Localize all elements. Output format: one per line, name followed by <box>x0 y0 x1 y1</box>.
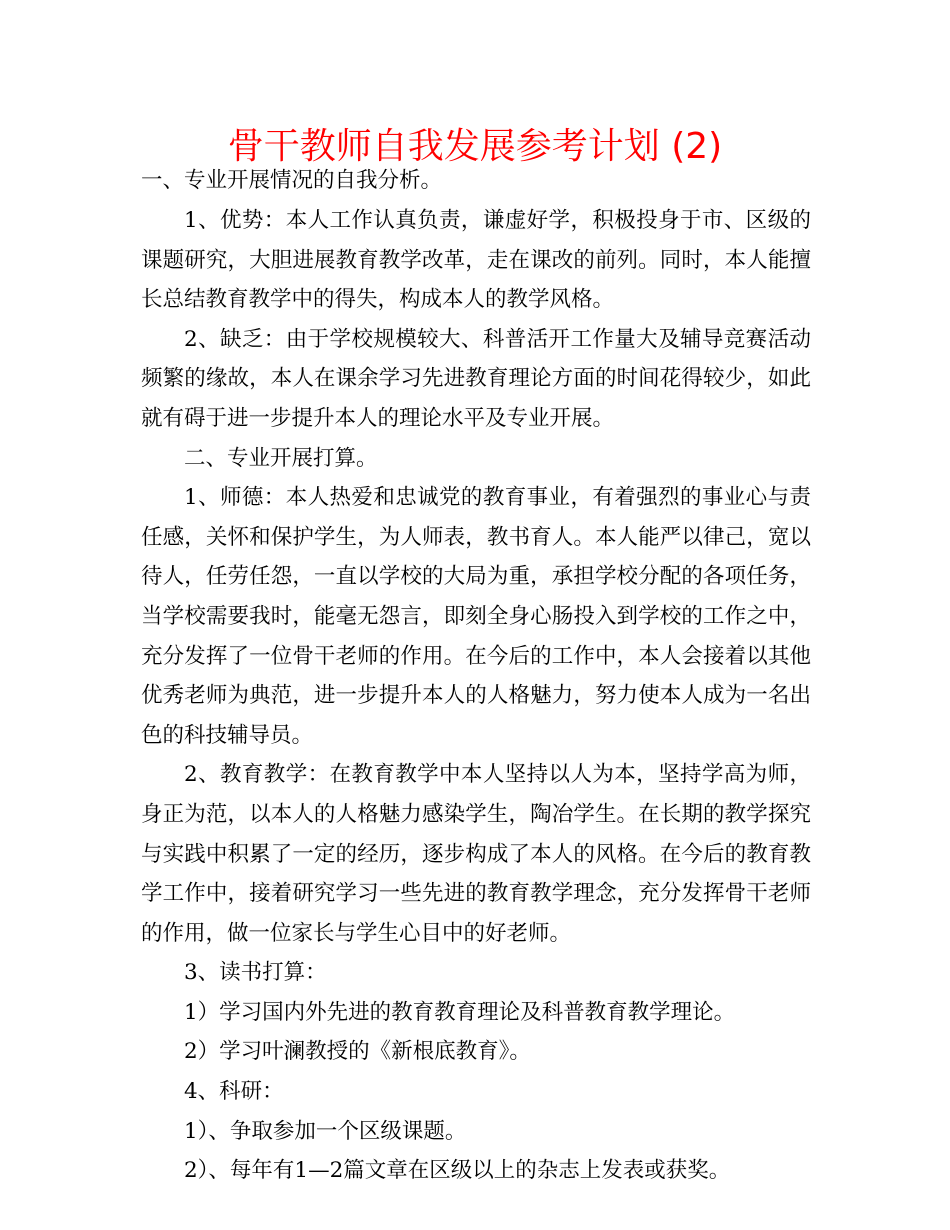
section-heading-development-plan: 二、专业开展打算。 <box>184 445 378 471</box>
document-title: 骨干教师自我发展参考计划 (2) <box>227 126 723 167</box>
paragraph-strengths: 1、优势：本人工作认真负责，谦虚好学，积极投身于市、区级的课题研究，大胆进展教育教学改革，走在课改的前列。同时，本人能擅长总结教育教学中的得失，构成本人的教学风格。 <box>141 208 811 313</box>
paragraph-research: 4、科研： <box>184 1079 284 1105</box>
list-item-reading-1: 1）学习国内外先进的教育教育理论及科普教育教学理论。 <box>184 999 736 1025</box>
list-item-research-2: 2）、每年有1—2篇文章在区级以上的杂志上发表或获奖。 <box>184 1158 731 1184</box>
list-item-reading-2: 2）学习叶澜教授的《新根底教育》。 <box>184 1039 531 1065</box>
paragraph-ethics: 1、师德：本人热爱和忠诚党的教育事业，有着强烈的事业心与责任感，关怀和保护学生，为人师表，教书育人。本人能严以律己，宽以待人，任劳任怨，一直以学校的大局为重，承担学校分配的各项任务，当学校需要我时，能毫无怨言，即刻全身心肠投入到学校的工作之中，充分发挥了一位骨干老师的作用。在今后的工作中，本人会接着以其他优秀老师为典范，进一步提升本人的人格魅力，努力使本人成为一名出色的科技辅导员。 <box>141 485 811 748</box>
paragraph-weaknesses: 2、缺乏：由于学校规模较大、科普活开工作量大及辅导竞赛活动频繁的缘故，本人在课余学习先进教育理论方面的时间花得较少，如此就有碍于进一步提升本人的理论水平及专业开展。 <box>141 326 811 431</box>
list-item-research-1: 1）、争取参加一个区级课题。 <box>184 1118 467 1144</box>
paragraph-reading-plan: 3、读书打算： <box>184 960 327 986</box>
section-heading-self-analysis: 一、专业开展情况的自我分析。 <box>141 168 443 193</box>
paragraph-teaching: 2、教育教学：在教育教学中本人坚持以人为本，坚持学高为师，身正为范，以本人的人格魅力感染学生，陶冶学生。在长期的教学探究与实践中积累了一定的经历，逐步构成了本人的风格。在今后的教育教学工作中，接着研究学习一些先进的教育教学理念，充分发挥骨干老师的作用，做一位家长与学生心目中的好老师。 <box>141 762 811 946</box>
document-body <box>141 201 811 1191</box>
